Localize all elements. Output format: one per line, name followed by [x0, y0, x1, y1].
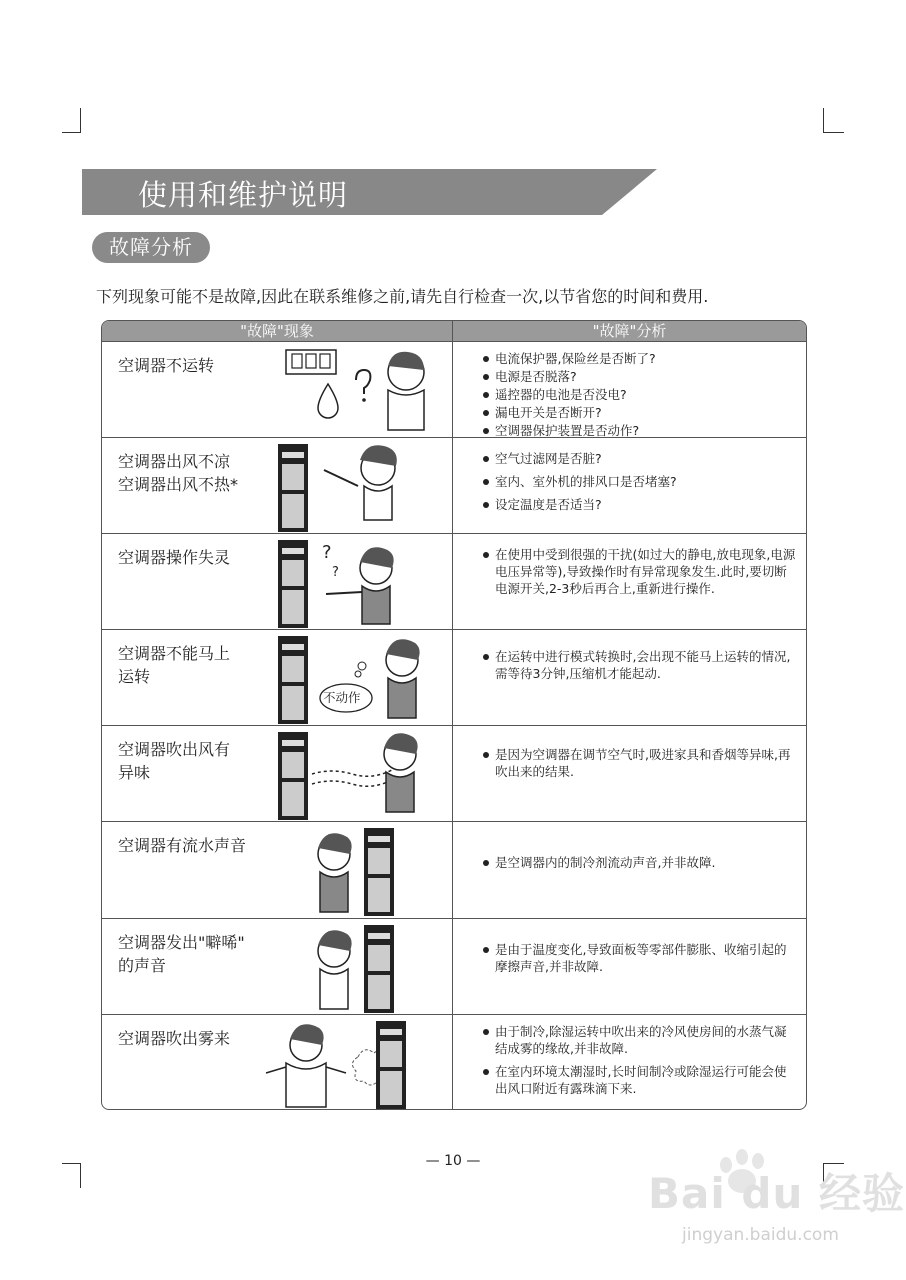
analysis-list [483, 734, 796, 780]
title-banner [82, 169, 657, 215]
analysis-cell [453, 919, 806, 1014]
table-row [102, 821, 806, 917]
phenomenon-line: 空调器出风不凉 [118, 452, 231, 472]
phenomenon-text [118, 931, 245, 977]
phenomenon-line: 运转 [118, 667, 151, 687]
phenomenon-text [118, 834, 246, 857]
list-item: 在室内环境太潮湿时,长时间制冷或除湿运行可能会使出风口附近有露珠滴下来. [483, 1063, 796, 1097]
page-number: — 10 — [425, 1153, 481, 1169]
section-title: 故障分析 [92, 232, 210, 263]
baidu-watermark [640, 1147, 905, 1257]
analysis-list [483, 446, 796, 513]
confused-user-illustration [278, 536, 448, 630]
svg-text:?: ? [322, 542, 332, 564]
list-item: 是因为空调器在调节空气时,吸进家具和香烟等异味,再吹出来的结果. [483, 746, 796, 780]
analysis-list [483, 830, 796, 871]
phenomenon-text [118, 642, 230, 688]
phenomenon-line: 空调器发出"噼唏" [118, 932, 245, 952]
analysis-list [483, 1023, 796, 1097]
list-item: 漏电开关是否断开? [483, 404, 796, 421]
phenomenon-cell [102, 438, 453, 533]
phenomenon-line: 的声音 [118, 955, 167, 975]
surprised-user-illustration [298, 921, 448, 1015]
phenomenon-text [118, 1027, 230, 1050]
table-row [102, 437, 806, 533]
power-display-illustration [278, 344, 448, 438]
bubble-label: 不动作 [323, 690, 361, 706]
phenomenon-line: 异味 [118, 763, 151, 783]
table-row [102, 533, 806, 629]
phenomenon-cell [102, 726, 453, 821]
analysis-list [483, 542, 796, 597]
watermark-brand: Bai du 经验 [648, 1169, 905, 1218]
page-title: 使用和维护说明 [138, 178, 349, 212]
list-item: 是由于温度变化,导致面板等零部件膨胀、收缩引起的摩擦声音,并非故障. [483, 941, 796, 975]
crop-mark-top-left [62, 108, 81, 133]
table-header [102, 321, 806, 341]
table-row [102, 918, 806, 1014]
header-analysis: "故障"分析 [592, 322, 667, 340]
phenomenon-line: 空调器出风不热* [118, 475, 239, 495]
air-conditioner-unit-illustration [278, 440, 448, 534]
list-item: 电源是否脱落? [483, 368, 796, 385]
phenomenon-line: 空调器不能马上 [118, 644, 231, 664]
list-item: 空调器保护装置是否动作? [483, 422, 796, 439]
phenomenon-line: 空调器吹出风有 [118, 740, 231, 760]
table-row [102, 629, 806, 725]
analysis-cell [453, 438, 806, 533]
phenomenon-text [118, 546, 230, 569]
phenomenon-cell [102, 822, 453, 917]
phenomenon-line: 空调器吹出雾来 [118, 1028, 231, 1048]
watermark-url: jingyan.baidu.com [682, 1225, 839, 1245]
table-row [102, 341, 806, 437]
phenomenon-line: 空调器不运转 [118, 356, 215, 375]
analysis-cell [453, 1015, 806, 1110]
list-item: 由于制冷,除湿运转中吹出来的冷风使房间的水蒸气凝结成雾的缘故,并非故障. [483, 1023, 796, 1057]
list-item: 在使用中受到很强的干扰(如过大的静电,放电现象,电源电压异常等),导致操作时有异常现象发生.此时,要切断电源开关,2-3秒后再合上,重新进行操作. [483, 546, 796, 597]
odor-user-illustration [278, 728, 448, 822]
waiting-user-illustration [278, 632, 448, 726]
list-item: 室内、室外机的排风口是否堵塞? [483, 473, 796, 490]
svg-text:?: ? [332, 565, 339, 581]
analysis-cell [453, 534, 806, 629]
analysis-cell [453, 822, 806, 917]
phenomenon-cell [102, 919, 453, 1014]
analysis-cell [453, 630, 806, 725]
intro-text: 下列现象可能不是故障,因此在联系维修之前,请先自行检查一次,以节省您的时间和费用. [96, 287, 709, 306]
list-item: 在运转中进行模式转换时,会出现不能马上运转的情况,需等待3分钟,压缩机才能起动. [483, 648, 796, 682]
phenomenon-text [118, 354, 214, 377]
phenomenon-text [118, 450, 238, 496]
list-item: 设定温度是否适当? [483, 496, 796, 513]
list-item: 遥控器的电池是否没电? [483, 386, 796, 403]
phenomenon-line: 空调器操作失灵 [118, 548, 231, 568]
list-item: 空气过滤网是否脏? [483, 450, 796, 467]
mist-user-illustration [262, 1017, 448, 1110]
table-row [102, 725, 806, 821]
phenomenon-cell [102, 630, 453, 725]
list-item: 电流保护器,保险丝是否断了? [483, 350, 796, 367]
phenomenon-cell [102, 342, 453, 437]
header-phenomenon: "故障"现象 [102, 321, 453, 341]
listening-user-illustration [298, 824, 448, 918]
table-row [102, 1014, 806, 1110]
phenomenon-cell [102, 534, 453, 629]
phenomenon-line: 空调器有流水声音 [118, 836, 247, 856]
crop-mark-top-right [823, 108, 844, 133]
troubleshooting-table [101, 320, 807, 1110]
list-item: 是空调器内的制冷剂流动声音,并非故障. [483, 854, 796, 871]
analysis-cell [453, 726, 806, 821]
phenomenon-cell [102, 1015, 453, 1110]
analysis-list [483, 638, 796, 682]
analysis-list [483, 350, 796, 439]
phenomenon-text [118, 738, 230, 784]
analysis-cell [453, 342, 806, 437]
analysis-list [483, 927, 796, 975]
